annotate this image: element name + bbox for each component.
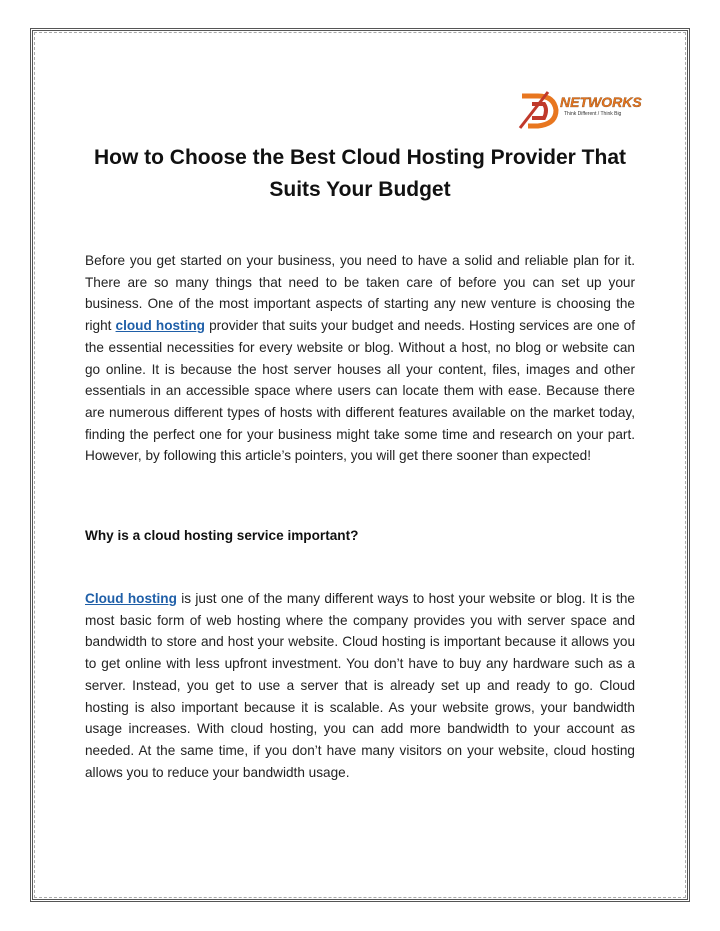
- intro-text-after: provider that suits your budget and needs. Hosting services are one of the essential necessities for every website or blog. Without a host, no blog or website can go online. It is because the host server houses all your content, files, images and other essentials in an accessible space where users can locate them with ease. Because there are numerous different types of hosts with different features available on the market today, finding the perfect one for your business might take some time and research on your part. However, by following this article’s pointers, you will get there sooner than expected!: [85, 318, 636, 464]
- networks-logo: [518, 90, 642, 130]
- logo-wordmark: NETWORKS: [560, 94, 642, 110]
- page-title: How to Choose the Best Cloud Hosting Provider That Suits Your Budget: [93, 146, 626, 201]
- intro-paragraph: [85, 250, 635, 467]
- logo-mark-icon: [518, 90, 564, 130]
- cloud-hosting-section-link[interactable]: Cloud hosting: [85, 591, 177, 606]
- section-heading: Why is a cloud hosting service important?: [85, 528, 359, 543]
- cloud-hosting-link[interactable]: cloud hosting: [115, 318, 205, 334]
- logo-tagline: Think Different / Think Big: [564, 111, 622, 117]
- intro-text-before: Before you get started on your business, you need to have a solid and reliable plan for it. There are so many things that need to be taken care of before you can set up your business. One of the most important aspects of starting any new venture is choosing the right: [85, 253, 635, 334]
- section-paragraph: [85, 588, 635, 783]
- section-text: is just one of the many different ways to host your website or blog. It is the most basic form of web hosting where the company provides you with server space and bandwidth to store and host your website. Cloud hosting is important because it allows you to get online with less upfront investment. You don’t have to buy any hardware such as a server. Instead, you get to use a server that is already set up and ready to go. Cloud hosting is also important because it is scalable. As your website grows, your bandwidth usage increases. With cloud hosting, you can add more bandwidth to your account as needed. At the same time, if you don’t have many visitors on your website, cloud hosting allows you to reduce your bandwidth usage.: [85, 591, 635, 780]
